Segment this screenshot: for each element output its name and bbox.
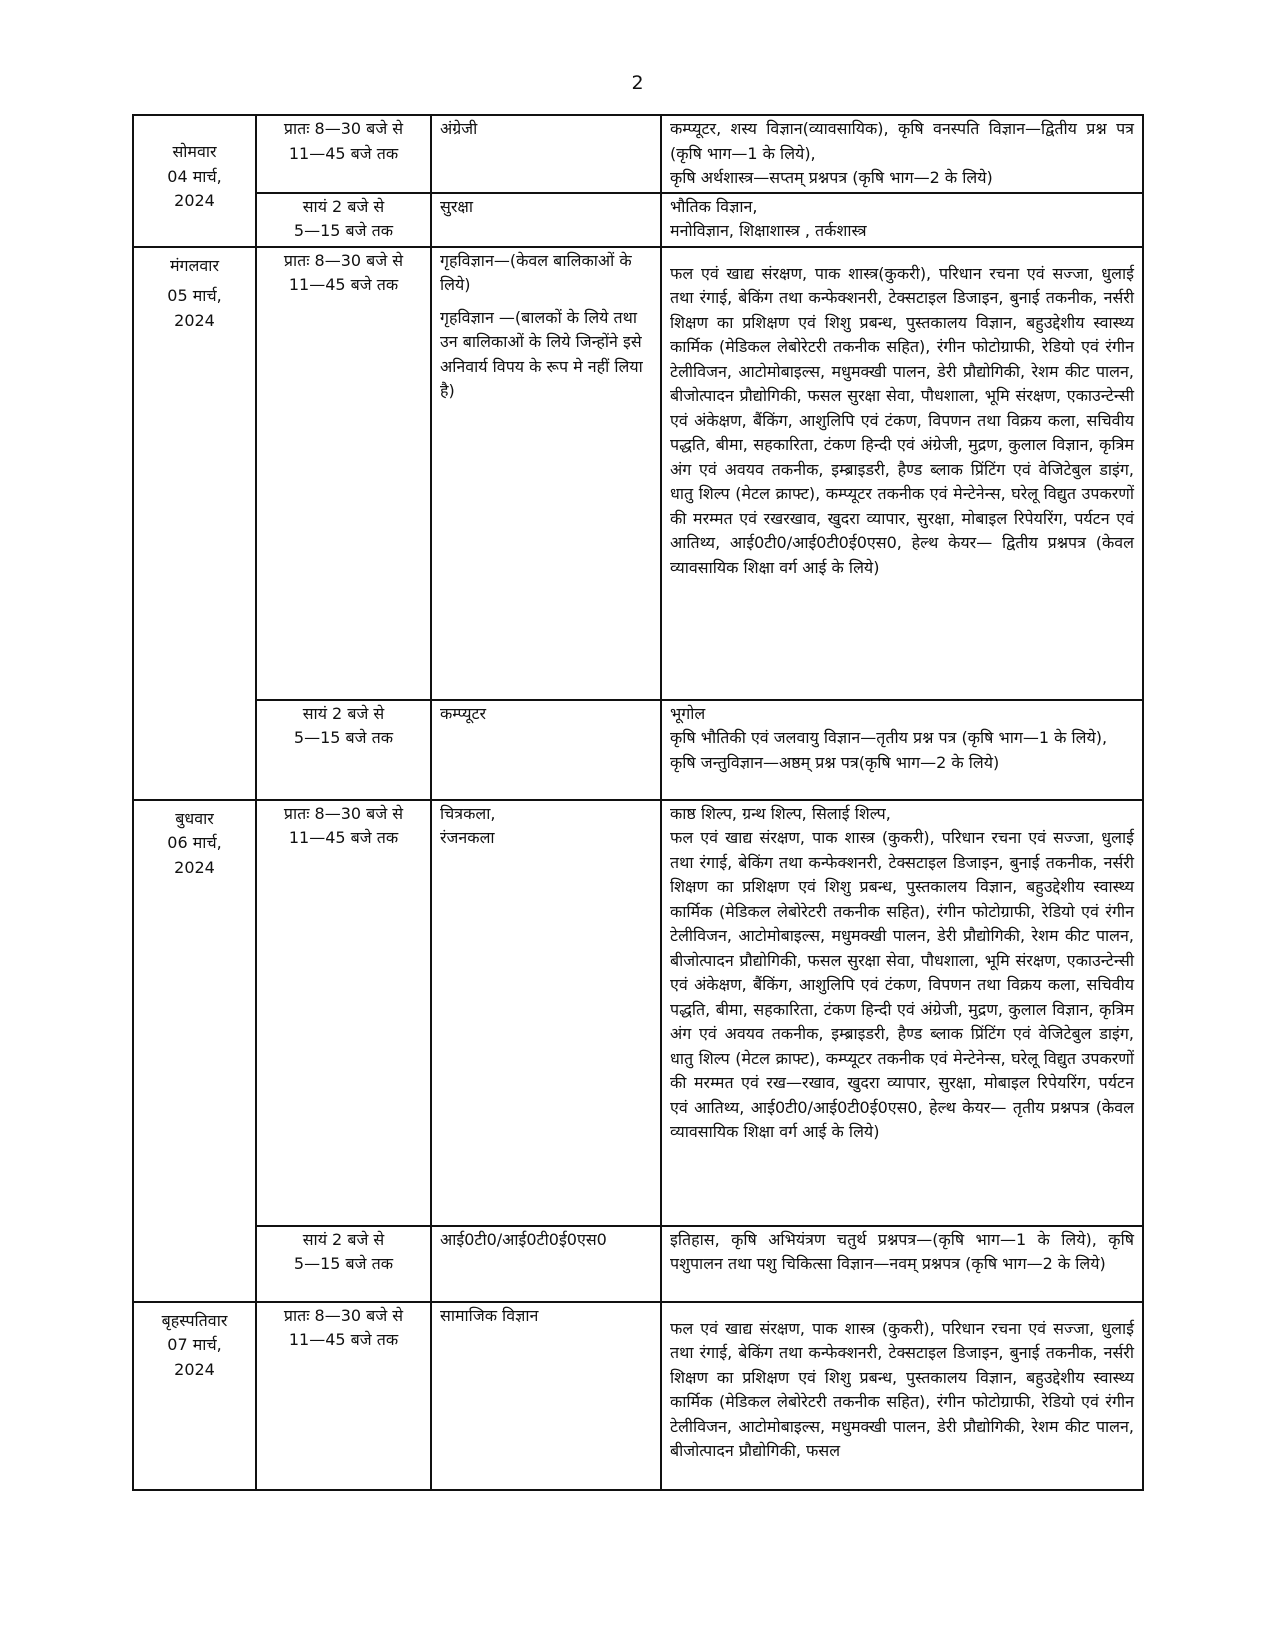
- time-cell: [256, 1302, 431, 1490]
- schedule-row: [133, 700, 1143, 800]
- time-start: सायं 2 बजे से: [302, 703, 385, 723]
- day-date: 06 मार्च,: [167, 833, 222, 852]
- vocational-text: भूगोल: [670, 703, 706, 723]
- schedule-row: [133, 800, 1143, 1226]
- time-start: प्रातः 8—30 बजे से: [283, 119, 404, 138]
- time-end: 11—45 बजे तक: [288, 828, 399, 847]
- time-start: सायं 2 बजे से: [302, 1229, 385, 1249]
- time-start: प्रातः 8—30 बजे से: [283, 803, 404, 823]
- vocational-text: फल एवं खाद्य संरक्षण, पाक शास्त्र (कुकरी), परिधान रचना एवं सज्जा, धुलाई तथा रंगाई, बेकिंग तथा कन्फेक्शनरी, टेक्सटाइल डिजाइन, बुनाई तकनीक, नर्सरी शिक्षण का प्रशिक्षण एवं शिशु प्रबन्ध, पुस्तकालय विज्ञान, बहुउद्देशीय स्वास्थ्य कार्मिक (मेडिकल लेबोरेटरी तकनीक सहित), रंगीन फोटोग्राफी, रेडियो एवं रंगीन टेलीविजन, आटोमोबाइल्स, मधुमक्खी पालन, डेरी प्रौद्योगिकी, रेशम कीट पालन, बीजोत्पादन प्रौद्योगिकी, फसल सुरक्षा सेवा, पौधशाला, भूमि संरक्षण, एकाउन्टेन्सी एवं अंकेक्षण, बैंकिंग, आशुलिपि एवं टंकण, विपणन तथा विक्रय कला, सचिवीय पद्धति, बीमा, सहकारिता, टंकण हिन्दी एवं अंग्रेजी, मुद्रण, कुलाल विज्ञान, कृत्रिम अंग एवं अवयव तकनीक, इम्ब्राइडरी, हैण्ड ब्लाक प्रिंटिंग एवं वेजिटेबुल डाइंग, धातु शिल्प (मेटल क्राफ्ट), कम्प्यूटर तकनीक एवं मेन्टेनेन्स, घरेलू विद्युत उपकरणों की मरम्मत एवं रख—रखाव, खुदरा व्यापार, सुरक्षा, मोबाइल रिपेयरिंग, पर्यटन एवं आतिथ्य, आई0टी0/आई0टी0ई0एस0, हेल्थ केयर— तृतीय प्रश्नपत्र (केवल व्यावसायिक शिक्षा वर्ग आई के लिये): [670, 828, 1134, 1141]
- time-cell: [256, 700, 431, 800]
- vocational-text: कृषि भौतिकी एवं जलवायु विज्ञान—तृतीय प्रश्न पत्र (कृषि भाग—1 के लिये),: [670, 728, 1108, 747]
- subject-cell: [431, 193, 661, 247]
- time-end: 5—15 बजे तक: [293, 1254, 394, 1273]
- day-date: 07 मार्च,: [167, 1335, 222, 1354]
- subject-text: गृहविज्ञान—(केवल बालिकाओं के लिये): [440, 250, 632, 294]
- day-cell: [133, 247, 256, 800]
- time-start: प्रातः 8—30 बजे से: [283, 1305, 404, 1325]
- time-end: 5—15 बजे तक: [293, 728, 394, 747]
- subject-text: सामाजिक विज्ञान: [440, 1305, 539, 1325]
- vocational-cell: [661, 800, 1143, 1226]
- vocational-cell: [661, 247, 1143, 700]
- subject-text: अंग्रेजी: [440, 119, 478, 138]
- vocational-text: कृषि जन्तुविज्ञान—अष्ठम् प्रश्न पत्र(कृषि भाग—2 के लिये): [670, 752, 1000, 772]
- day-year: 2024: [174, 857, 215, 877]
- vocational-cell: [661, 1226, 1143, 1302]
- subject-text: सुरक्षा: [440, 196, 473, 216]
- time-end: 11—45 बजे तक: [288, 1330, 399, 1349]
- vocational-text: भौतिक विज्ञान,: [670, 196, 758, 216]
- day-date: 04 मार्च,: [167, 166, 222, 186]
- vocational-cell: [661, 115, 1143, 193]
- time-start: सायं 2 बजे से: [302, 196, 385, 216]
- subject-text: कम्प्यूटर: [440, 703, 487, 723]
- schedule-row: [133, 1226, 1143, 1302]
- day-year: 2024: [174, 191, 215, 210]
- time-end: 5—15 बजे तक: [293, 221, 394, 240]
- time-end: 11—45 बजे तक: [288, 275, 399, 294]
- subject-text: गृहविज्ञान —(बालकों के लिये तथा उन बालिकाओं के लिये जिन्होंने इसे अनिवार्य विपय के रूप मे नहीं लिया है): [440, 307, 643, 400]
- day-name: बृहस्पतिवार: [161, 1310, 228, 1330]
- time-cell: [256, 247, 431, 700]
- vocational-text: फल एवं खाद्य संरक्षण, पाक शास्त्र(कुकरी), परिधान रचना एवं सज्जा, धुलाई तथा रंगाई, बेकिंग तथा कन्फेक्शनरी, टेक्सटाइल डिजाइन, बुनाई तकनीक, नर्सरी शिक्षण का प्रशिक्षण एवं शिशु प्रबन्ध, पुस्तकालय विज्ञान, बहुउद्देशीय स्वास्थ्य कार्मिक (मेडिकल लेबोरेटरी तकनीक सहित), रंगीन फोटोग्राफी, रेडियो एवं रंगीन टेलीविजन, आटोमोबाइल्स, मधुमक्खी पालन, डेरी प्रौद्योगिकी, रेशम कीट पालन, बीजोत्पादन प्रौद्योगिकी, फसल सुरक्षा सेवा, पौधशाला, भूमि संरक्षण, एकाउन्टेन्सी एवं अंकेक्षण, बैंकिंग, आशुलिपि एवं टंकण, विपणन तथा विक्रय कला, सचिवीय पद्धति, बीमा, सहकारिता, टंकण हिन्दी एवं अंग्रेजी, मुद्रण, कुलाल विज्ञान, कृत्रिम अंग एवं अवयव तकनीक, इम्ब्राइडरी, हैण्ड ब्लाक प्रिंटिंग एवं वेजिटेबुल डाइंग, धातु शिल्प (मेटल क्राफ्ट), कम्प्यूटर तकनीक एवं मेन्टेनेन्स, घरेलू विद्युत उपकरणों की मरम्मत एवं रखरखाव, खुदरा व्यापार, सुरक्षा, मोबाइल रिपेयरिंग, पर्यटन एवं आतिथ्य, आई0टी0/आई0टी0ई0एस0, हेल्थ केयर— द्वितीय प्रश्नपत्र (केवल व्यावसायिक शिक्षा वर्ग आई के लिये): [670, 263, 1134, 577]
- subject-text: रंजनकला: [440, 828, 495, 847]
- vocational-cell: [661, 193, 1143, 247]
- vocational-text: मनोविज्ञान, शिक्षाशास्त्र , तर्कशास्त्र: [670, 221, 867, 240]
- vocational-text: काष्ठ शिल्प, ग्रन्थ शिल्प, सिलाई शिल्प,: [670, 803, 891, 823]
- time-cell: [256, 800, 431, 1226]
- day-cell: [133, 1302, 256, 1490]
- subject-text: चित्रकला,: [440, 803, 496, 823]
- subject-cell: [431, 1226, 661, 1302]
- subject-cell: [431, 1302, 661, 1490]
- vocational-text: इतिहास, कृषि अभियंत्रण चतुर्थ प्रश्नपत्र—(कृषि भाग—1 के लिये), कृषि पशुपालन तथा पशु चिकित्सा विज्ञान—नवम् प्रश्नपत्र (कृषि भाग—2 के लिये): [670, 1229, 1134, 1273]
- time-cell: [256, 1226, 431, 1302]
- subject-cell: [431, 800, 661, 1226]
- subject-cell: [431, 700, 661, 800]
- day-cell: [133, 115, 256, 247]
- day-name: बुधवार: [175, 808, 214, 828]
- day-year: 2024: [174, 1359, 215, 1379]
- schedule-row: [133, 193, 1143, 247]
- day-date: 05 मार्च,: [167, 286, 222, 305]
- vocational-cell: [661, 1302, 1143, 1490]
- vocational-text: कम्प्यूटर, शस्य विज्ञान(व्यावसायिक), कृषि वनस्पति विज्ञान—द्वितीय प्रश्न पत्र (कृषि भाग—1 के लिये),: [670, 119, 1134, 163]
- vocational-text: फल एवं खाद्य संरक्षण, पाक शास्त्र (कुकरी), परिधान रचना एवं सज्जा, धुलाई तथा रंगाई, बेकिंग तथा कन्फेक्शनरी, टेक्सटाइल डिजाइन, बुनाई तकनीक, नर्सरी शिक्षण का प्रशिक्षण एवं शिशु प्रबन्ध, पुस्तकालय विज्ञान, बहुउद्देशीय स्वास्थ्य कार्मिक (मेडिकल लेबोरेटरी तकनीक सहित), रंगीन फोटोग्राफी, रेडियो एवं रंगीन टेलीविजन, आटोमोबाइल्स, मधुमक्खी पालन, डेरी प्रौद्योगिकी, रेशम कीट पालन, बीजोत्पादन प्रौद्योगिकी, फसल: [670, 1318, 1134, 1460]
- exam-schedule-table: [132, 114, 1144, 1491]
- schedule-row: [133, 1302, 1143, 1490]
- time-cell: [256, 115, 431, 193]
- subject-cell: [431, 247, 661, 700]
- time-start: प्रातः 8—30 बजे से: [283, 250, 404, 270]
- vocational-cell: [661, 700, 1143, 800]
- vocational-text: कृषि अर्थशास्त्र—सप्तम् प्रश्नपत्र (कृषि भाग—2 के लिये): [670, 168, 993, 187]
- page-number: 2: [631, 72, 644, 94]
- day-name: सोमवार: [172, 142, 217, 161]
- schedule-row: [133, 115, 1143, 193]
- subject-text: आई0टी0/आई0टी0ई0एस0: [440, 1229, 607, 1249]
- day-year: 2024: [174, 310, 215, 330]
- day-cell: [133, 800, 256, 1302]
- subject-cell: [431, 115, 661, 193]
- schedule-row: [133, 247, 1143, 700]
- day-name: मंगलवार: [169, 255, 219, 275]
- time-cell: [256, 193, 431, 247]
- time-end: 11—45 बजे तक: [288, 143, 399, 163]
